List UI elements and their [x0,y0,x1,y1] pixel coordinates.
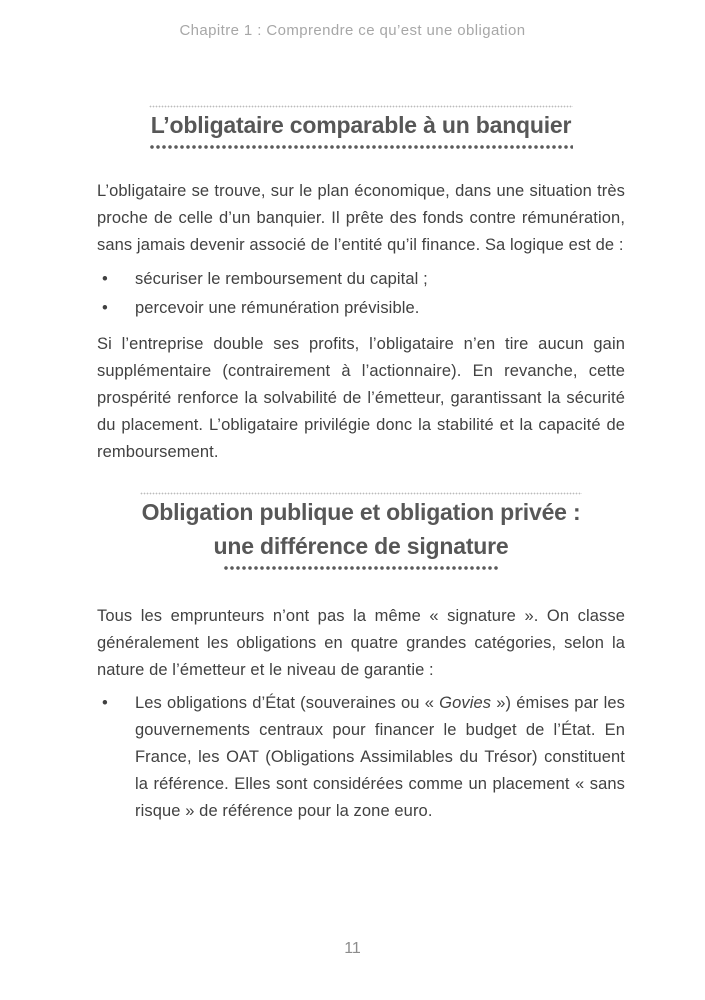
dotted-rule-thick [149,144,574,150]
list-item-text [135,690,625,825]
bullet-marker: • [102,270,108,288]
paragraph-3: Tous les emprunteurs n’ont pas la même « signature ». On classe généralement les obligations en quatre grandes catégories, selon la nature de l’émetteur et le niveau de garantie : [97,607,625,679]
section-2-heading [140,492,583,571]
running-header: Chapitre 1 : Comprendre ce qu’est une obligation [179,22,526,39]
text-segment: Les obligations d’État (souveraines ou « [135,694,440,712]
paragraph-1: L’obligataire se trouve, sur le plan économique, dans une situation très proche de celle d’un banquier. Il prête des fonds contre rémunération, sans jamais devenir associé de l’entité qu’il finance. Sa logique est de : [97,182,625,254]
bullet-marker: • [102,299,108,317]
list-item [97,265,625,294]
section-1-title: L’obligataire comparable à un banquier [150,112,572,138]
bullet-list-2 [97,690,625,825]
list-item [97,690,625,825]
section-2-title-line-2: une différence de signature [213,533,509,559]
bullet-list-1 [97,265,625,323]
list-item [97,294,625,323]
page-number: 11 [344,940,361,957]
paragraph-2: Si l’entreprise double ses profits, l’obligataire n’en tire aucun gain supplémentaire (contrairement à l’actionnaire). En revanche, cette prospérité renforce la solvabilité de l’émetteur, garantissant la sécurité du placement. L’obligataire privilégie donc la stabilité et la capacité de remboursement. [97,335,625,461]
section-2-title-line-1: Obligation publique et obligation privée : [141,499,581,525]
page-content [97,0,625,825]
section-obligation-publique-privee [97,492,625,825]
list-item-text: percevoir une rémunération prévisible. [135,299,420,317]
bullet-marker: • [102,694,108,712]
text-segment: ») émises par les gouvernements centraux pour financer le budget de l’État. En France, les OAT (Obligations Assimilables du Trésor) constituent la référence. Elles sont considérées comme un placement « sans risque » de référence pour la zone euro. [135,694,625,820]
list-item-text: sécuriser le remboursement du capital ; [135,270,428,288]
dotted-rule-thick [223,565,499,571]
section-obligataire-banquier [97,105,625,466]
section-1-heading [149,105,574,150]
text-segment-italic: Govies [439,694,492,712]
